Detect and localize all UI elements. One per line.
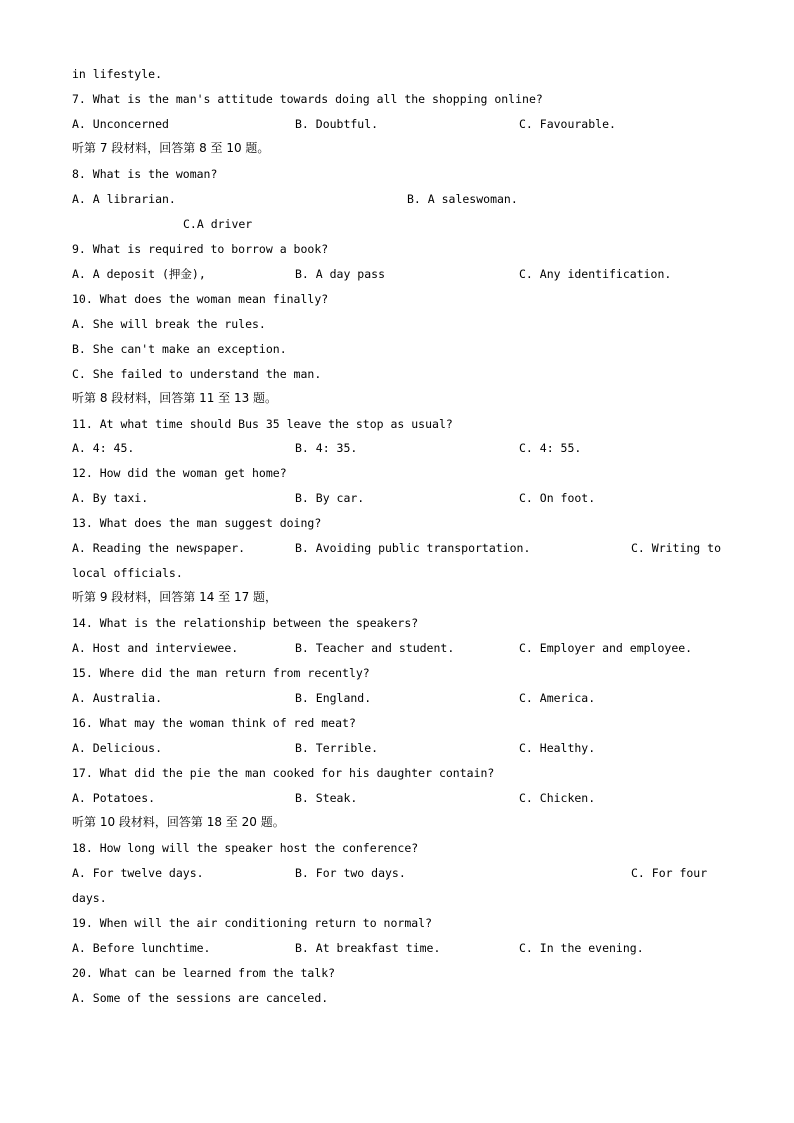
q16-option-b: B. Terrible. [295, 741, 379, 755]
q17-option-c: C. Chicken. [519, 791, 596, 805]
q10-option-b: B. She can't make an exception. [72, 342, 287, 356]
q11-option-b: B. 4: 35. [295, 441, 358, 455]
question-18: 18. How long will the speaker host the conference? [72, 841, 419, 855]
q16-option-c: C. Healthy. [519, 741, 596, 755]
question-7: 7. What is the man's attitude towards doing all the shopping online? [72, 92, 543, 106]
q7-option-b: B. Doubtful. [295, 117, 379, 131]
question-19: 19. When will the air conditioning return to normal? [72, 916, 433, 930]
question-20: 20. What can be learned from the talk? [72, 966, 336, 980]
q9-option-c: C. Any identification. [519, 267, 672, 281]
q8-option-a: A. A librarian. [72, 192, 176, 206]
q12-option-c: C. On foot. [519, 491, 596, 505]
question-11: 11. At what time should Bus 35 leave the stop as usual? [72, 417, 453, 431]
question-9: 9. What is required to borrow a book? [72, 242, 329, 256]
q10-option-c: C. She failed to understand the man. [72, 367, 322, 381]
q13-option-c: C. Writing to [631, 541, 722, 555]
q19-option-c: C. In the evening. [519, 941, 644, 955]
q8-option-b: B. A saleswoman. [407, 192, 518, 206]
q13-option-a: A. Reading the newspaper. [72, 541, 246, 555]
q14-option-b: B. Teacher and student. [295, 641, 455, 655]
section-heading-10: 听第 10 段材料，回答第 18 至 20 题。 [72, 815, 285, 829]
question-10: 10. What does the woman mean finally? [72, 292, 329, 306]
q14-option-c: C. Employer and employee. [519, 641, 693, 655]
q18-option-a: A. For twelve days. [72, 866, 204, 880]
q15-option-a: A. Australia. [72, 691, 163, 705]
question-16: 16. What may the woman think of red meat? [72, 716, 356, 730]
q12-option-b: B. By car. [295, 491, 365, 505]
q11-option-a: A. 4: 45. [72, 441, 135, 455]
q13-option-b: B. Avoiding public transportation. [295, 541, 531, 555]
question-15: 15. Where did the man return from recently? [72, 666, 370, 680]
q19-option-b: B. At breakfast time. [295, 941, 441, 955]
question-17: 17. What did the pie the man cooked for his daughter contain? [72, 766, 495, 780]
q8-option-c: C.A driver [183, 217, 253, 231]
q15-option-c: C. America. [519, 691, 596, 705]
q18-option-c: C. For four [631, 866, 708, 880]
q12-option-a: A. By taxi. [72, 491, 149, 505]
q17-option-a: A. Potatoes. [72, 791, 156, 805]
question-14: 14. What is the relationship between the speakers? [72, 616, 419, 630]
section-heading-7: 听第 7 段材料，回答第 8 至 10 题。 [72, 141, 270, 155]
q9-option-a: A. A deposit (押金), [72, 267, 206, 281]
question-13: 13. What does the man suggest doing? [72, 516, 322, 530]
question-12: 12. How did the woman get home? [72, 466, 287, 480]
q18-option-b: B. For two days. [295, 866, 406, 880]
section-heading-8: 听第 8 段材料，回答第 11 至 13 题。 [72, 391, 278, 405]
section-heading-9: 听第 9 段材料，回答第 14 至 17 题， [72, 590, 278, 604]
q7-option-c: C. Favourable. [519, 117, 616, 131]
q18-option-c-continued: days. [72, 891, 107, 905]
q14-option-a: A. Host and interviewee. [72, 641, 239, 655]
q19-option-a: A. Before lunchtime. [72, 941, 211, 955]
q20-option-a: A. Some of the sessions are canceled. [72, 991, 329, 1005]
question-8: 8. What is the woman? [72, 167, 218, 181]
q15-option-b: B. England. [295, 691, 372, 705]
q13-option-c-continued: local officials. [72, 566, 183, 580]
q7-option-a: A. Unconcerned [72, 117, 169, 131]
q11-option-c: C. 4: 55. [519, 441, 582, 455]
q10-option-a: A. She will break the rules. [72, 317, 266, 331]
intro-text: in lifestyle. [72, 67, 163, 81]
q17-option-b: B. Steak. [295, 791, 358, 805]
q16-option-a: A. Delicious. [72, 741, 163, 755]
q9-option-b: B. A day pass [295, 267, 386, 281]
